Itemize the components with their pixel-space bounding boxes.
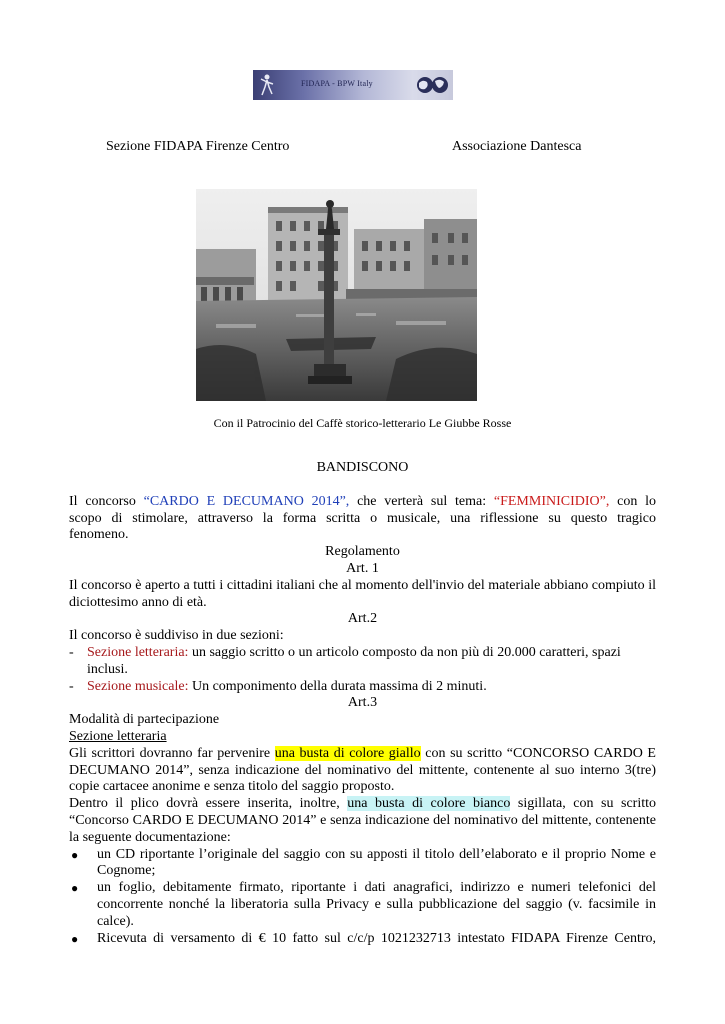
art1-heading: Art. 1 [346,560,379,576]
list-item [69,847,656,881]
globes-icon [413,73,451,97]
dash-marker: - [69,678,74,694]
contest-title: “CARDO E DECUMANO 2014”, [143,493,350,509]
header-left: Sezione FIDAPA Firenze Centro [106,139,290,154]
intro-text-a: Il concorso [69,493,144,509]
heading-bandiscono: BANDISCONO [316,460,409,475]
section-music-item [69,679,656,696]
envelope-paragraph-1 [69,746,656,796]
p2-text-b: sigillata, con su scritto “Concorso CARDO E DECUMANO 2014” e senza indicazione del nominativo del mittente, contenente la seguente documentazione: [69,796,656,845]
contest-theme: “FEMMINICIDIO”, [493,493,610,509]
p1-text-a: Gli scrittori dovranno far pervenire [69,745,275,761]
art3-heading: Art.3 [347,695,378,711]
envelope-paragraph-2 [69,796,656,846]
participation-heading: Modalità di partecipazione [69,712,220,728]
bullet-icon: ● [71,931,79,946]
dash-marker: - [69,644,74,660]
historic-square-photo [196,189,477,401]
section-literary-text: un saggio scritto o un articolo composto da non più di 20.000 caratteri, spazi inclusi. [87,644,621,677]
section-literary-label: Sezione letteraria: [87,644,189,660]
white-envelope-highlight: una busta di colore bianco [347,796,511,812]
yellow-envelope-highlight: una busta di colore giallo [274,745,421,761]
intro-text-b: che verterà sul tema: [349,493,494,509]
dancing-figure-icon [259,73,275,97]
regolamento-heading: Regolamento [325,544,400,560]
section-music-label: Sezione musicale: [87,678,189,694]
logo-brand-text: FIDAPA - BPW Italy [301,79,373,88]
intro-text-c: con lo [609,493,656,509]
list-item-text: Ricevuta di versamento di € 10 fatto sul c/c/p 1021232713 intestato FIDAPA Firenze Centro, [97,930,656,946]
list-item [69,880,656,930]
intro-paragraph-line1 [69,494,656,511]
p2-text-a: Dentro il plico dovrà essere inserita, inoltre, [69,796,348,812]
section-music-text: Un componimento della durata massima di 2 minuti. [188,678,487,694]
fidapa-logo [253,70,453,100]
art2-heading: Art.2 [347,611,378,627]
art2-text: Il concorso è suddiviso in due sezioni: [69,628,284,644]
header-right: Associazione Dantesca [452,139,582,154]
document-body [69,460,656,947]
list-item-text: un CD riportante l’originale del saggio con su apposti il titolo dell’elaborato e il proprio Nome e Cognome; [97,846,656,879]
list-item-text: un foglio, debitamente firmato, riportante i dati anagrafici, indirizzo e numeri telefonici del concorrente nonché la liberatoria sulla Privacy e sulla pubblicazione del saggio (v. facsimile in calce). [97,880,656,929]
patronage-caption: Con il Patrocinio del Caffè storico-letterario Le Giubbe Rosse [213,416,512,430]
art1-text: Il concorso è aperto a tutti i cittadini italiani che al momento dell'invio del materiale abbiano compiuto il diciottesimo anno di età. [69,577,656,610]
intro-paragraph-line3: fenomeno. [69,527,129,543]
intro-paragraph-line2: scopo di stimolare, attraverso la forma scritta o musicale, una riflessione su questo tragico [69,510,656,526]
section-literary-item [69,645,656,679]
bullet-icon: ● [71,881,79,896]
p1-text-b: con su scritto “CONCORSO CARDO E DECUMANO 2014”, senza indicazione del nominativo del mittente, contenente al suo interno 3(tre) copie cartacee anonime e senza titolo del saggio proposto. [69,745,656,795]
literary-section-subheading: Sezione letteraria [69,728,167,744]
bullet-icon: ● [71,847,79,862]
list-item [69,931,656,948]
